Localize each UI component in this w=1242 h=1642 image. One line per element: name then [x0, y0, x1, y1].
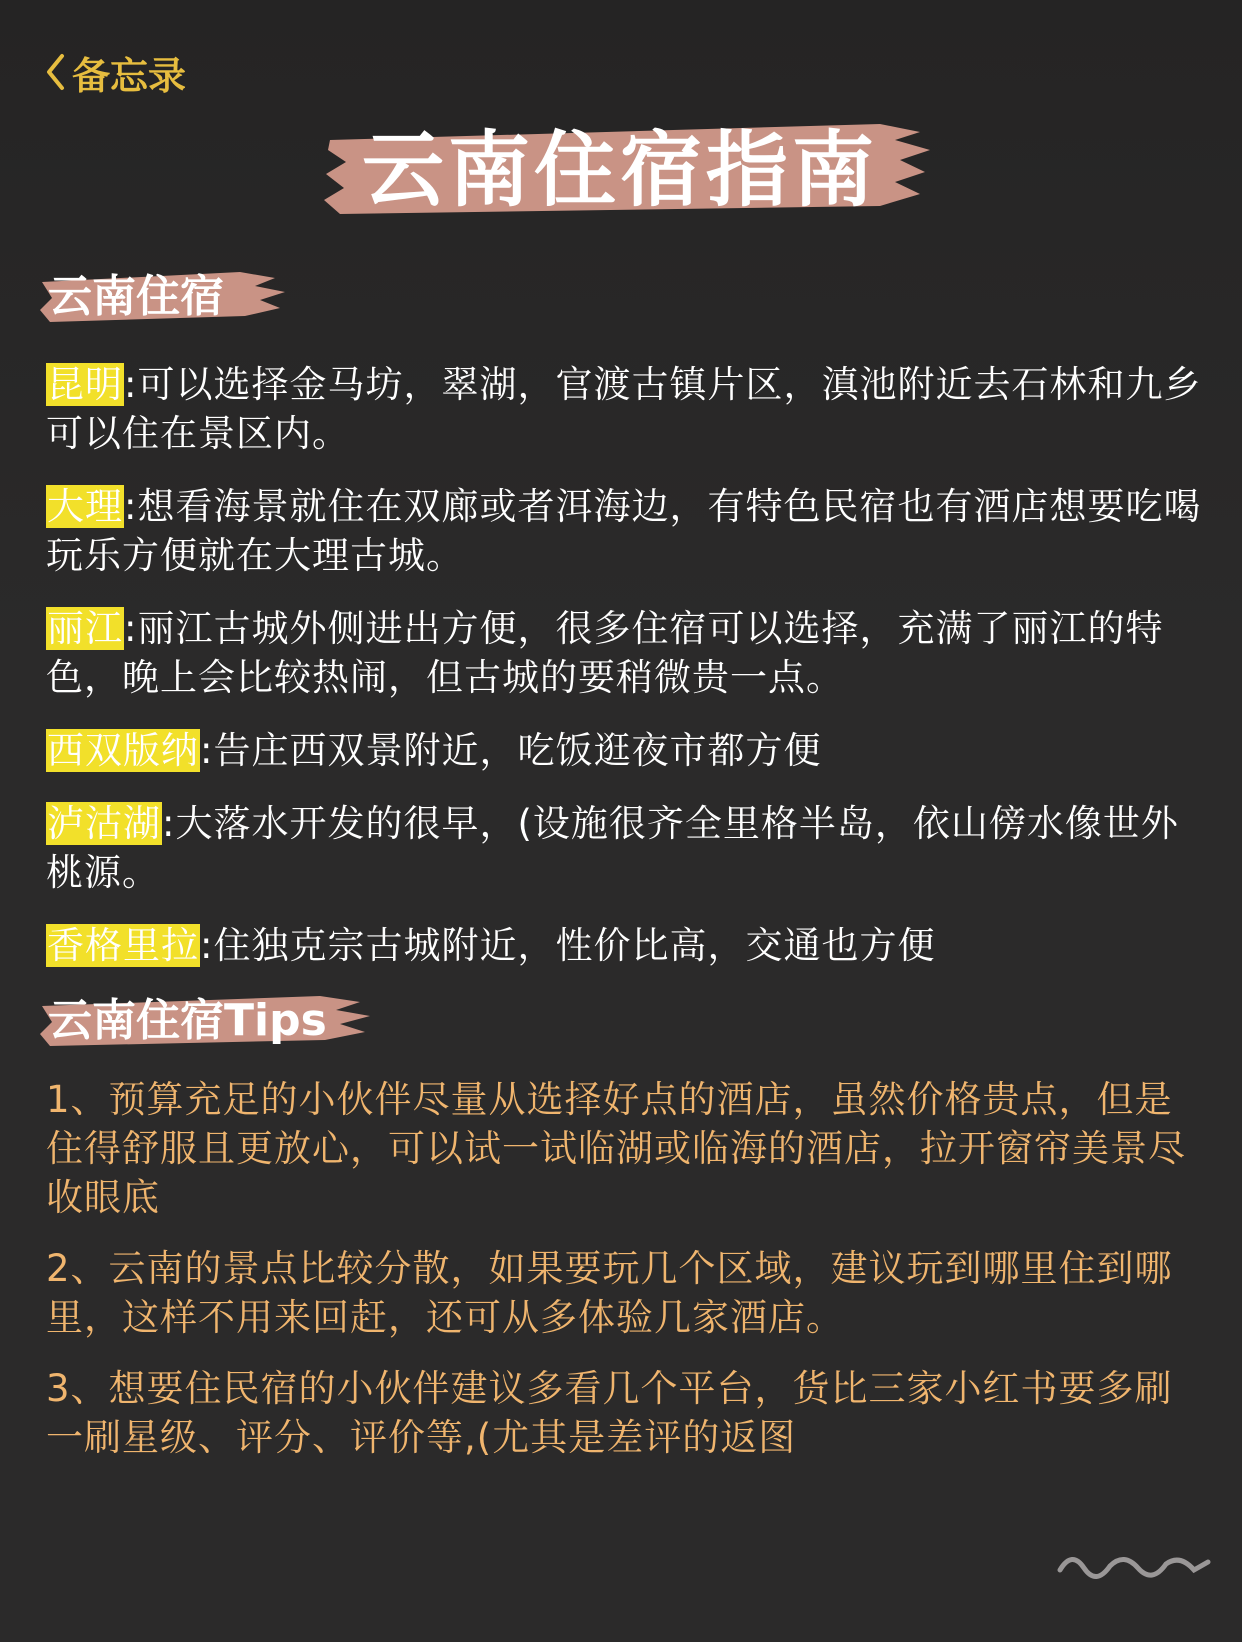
city-name: 西双版纳: [47, 729, 199, 772]
list-item: 3、想要住民宿的小伙伴建议多看几个平台，货比三家小红书要多刷一刷星级、评分、评价等,(尤其是差评的返图: [46, 1367, 1173, 1459]
city-name: 丽江: [47, 607, 123, 650]
city-description: :想看海景就住在双廊或者洱海边，有特色民宿也有酒店想要吃喝玩乐方便就在大理古城。: [46, 485, 1202, 577]
back-label: 备忘录: [72, 53, 187, 98]
section-heading-tips: [40, 986, 380, 1056]
city-description: :丽江古城外侧进出方便，很多住宿可以选择，充满了丽江的特色，晚上会比较热闹，但古城的要稍微贵一点。: [46, 607, 1164, 699]
list-item: [46, 921, 1206, 970]
watermark-logo: [1054, 1542, 1214, 1582]
city-name: 泸沽湖: [47, 802, 161, 845]
list-item: [46, 360, 1206, 458]
page-title: 云南住宿指南: [361, 123, 878, 218]
city-name: 昆明: [47, 363, 123, 406]
list-item: [46, 799, 1206, 897]
city-name: 香格里拉: [47, 924, 199, 967]
city-description: :大落水开发的很早，(设施很齐全里格半岛，依山傍水像世外桃源。: [46, 802, 1179, 894]
back-button[interactable]: [44, 48, 186, 96]
section-heading-stay: [40, 262, 300, 332]
list-item: [46, 604, 1206, 702]
list-item: [46, 726, 1206, 775]
list-item: 2、云南的景点比较分散，如果要玩几个区域，建议玩到哪里住到哪里，这样不用来回赶，还可从多体验几家酒店。: [46, 1247, 1173, 1339]
tips-list: [46, 1075, 1206, 1484]
section-heading-label: 云南住宿: [48, 271, 224, 322]
city-description: :住独克宗古城附近，性价比高，交通也方便: [200, 924, 936, 967]
city-description: :可以选择金马坊，翠湖，官渡古镇片区，滇池附近去石林和九乡可以住在景区内。: [46, 363, 1202, 455]
list-item: [46, 482, 1206, 580]
city-description: :告庄西双景附近，吃饭逛夜市都方便: [200, 729, 822, 772]
list-item: 1、预算充足的小伙伴尽量从选择好点的酒店，虽然价格贵点，但是住得舒服且更放心，可以试一试临湖或临海的酒店，拉开窗帘美景尽收眼底: [46, 1078, 1186, 1219]
page-title-block: [320, 110, 940, 230]
city-name: 大理: [47, 485, 123, 528]
section-heading-label: 云南住宿Tips: [48, 995, 327, 1046]
chevron-left-icon: [44, 52, 66, 92]
city-list: [46, 360, 1206, 994]
